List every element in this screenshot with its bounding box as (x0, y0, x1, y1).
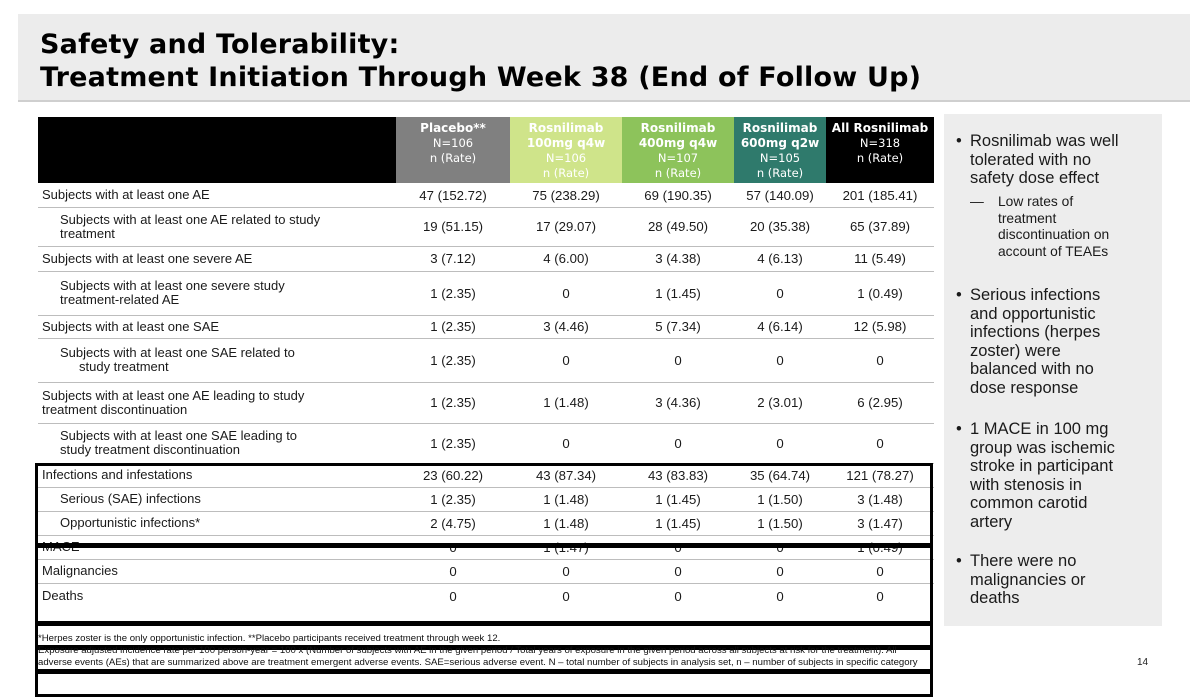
cell-value: 17 (29.07) (535, 219, 597, 234)
cell-value: 0 (674, 588, 682, 604)
header-all-n: N=318 (859, 136, 901, 150)
table-header-row (38, 117, 934, 183)
bullet-text: safety dose effect (970, 169, 1100, 187)
slide-title-line-2: Treatment Initiation Through Week 38 (End of Follow Up) (40, 62, 922, 93)
bullet-text: There were no (970, 552, 1077, 570)
row-label-line-2: study treatment (79, 359, 169, 374)
bullet-text: stroke in participant (970, 457, 1114, 475)
cell-value: 1 (0.49) (857, 539, 903, 555)
dash-marker: — (970, 194, 984, 209)
header-100mg-rate: n (Rate) (542, 166, 590, 180)
row-label-line-1: Subjects with at least one AE leading to study (42, 387, 305, 403)
cell-value: 1 (1.47) (543, 539, 589, 555)
cell-value: 47 (152.72) (419, 187, 487, 203)
cell-value: 0 (876, 352, 884, 368)
header-600mg-name: Rosnilimab (742, 121, 818, 135)
bullet-dot: • (956, 552, 962, 570)
cell-value: 1 (2.35) (430, 352, 476, 368)
cell-value: 57 (140.09) (746, 187, 814, 203)
page-number: 14 (1137, 657, 1149, 668)
cell-value: 1 (1.45) (655, 285, 701, 301)
row-label-line-1: Subjects with at least one SAE leading to (60, 428, 298, 443)
cell-value: 1 (2.35) (430, 435, 476, 451)
cell-value: 5 (7.34) (655, 319, 701, 334)
cell-value: 1 (1.48) (543, 491, 589, 507)
header-100mg-n: N=106 (545, 151, 587, 165)
cell-value: 1 (1.50) (757, 515, 803, 531)
row-label-line-1: Serious (SAE) infections (60, 491, 201, 506)
header-400mg-n: N=107 (657, 151, 699, 165)
table-row (38, 207, 934, 246)
header-600mg-n: N=105 (759, 151, 801, 165)
row-label-line-2: treatment-related AE (60, 292, 180, 307)
cell-value: 69 (190.35) (644, 187, 712, 203)
cell-value: 4 (6.00) (543, 251, 589, 266)
cell-value: 2 (4.75) (430, 515, 476, 531)
cell-value: 11 (5.49) (854, 251, 906, 266)
row-label (42, 252, 252, 266)
sub-bullet-text: discontinuation on (998, 227, 1110, 242)
table-row (38, 271, 934, 315)
cell-value: 0 (449, 539, 457, 555)
bullet-text: zoster) were (970, 341, 1061, 360)
cell-value: 1 (1.45) (655, 515, 701, 531)
bullet-text: Rosnilimab was well (970, 132, 1119, 150)
row-label-line-2: study treatment discontinuation (60, 442, 240, 457)
row-label (60, 213, 320, 241)
cell-value: 0 (776, 563, 784, 579)
cell-value: 43 (87.34) (535, 467, 597, 483)
cell-value: 201 (185.41) (842, 187, 918, 203)
cell-value: 121 (78.27) (846, 467, 914, 483)
row-label (60, 279, 285, 307)
table-row (38, 246, 934, 271)
table-row (38, 183, 934, 207)
cell-value: 19 (51.15) (422, 219, 484, 234)
cell-value: 1 (2.35) (430, 285, 476, 301)
cell-value: 0 (449, 563, 457, 579)
cell-value: 20 (35.38) (749, 219, 811, 234)
cell-value: 0 (562, 285, 570, 301)
cell-value: 0 (562, 563, 570, 579)
cell-value: 12 (5.98) (853, 319, 907, 334)
table-row (38, 423, 934, 463)
footnote-3: adverse events (AEs) that are summarized above are treatment emergent adverse events. SAE=serious adverse event. N – total number of subjects in analysis set, n – number of subjects in specific category (38, 657, 918, 668)
cell-value: 0 (776, 435, 784, 451)
row-label-line-1: Malignancies (42, 563, 118, 578)
cell-value: 43 (83.83) (647, 467, 709, 483)
row-label-line-1: Subjects with at least one SAE related to (60, 345, 295, 360)
key-findings-panel (944, 114, 1162, 626)
cell-value: 1 (1.48) (543, 395, 589, 410)
table-row (38, 382, 934, 423)
cell-value: 3 (4.38) (655, 251, 701, 266)
cell-value: 3 (1.48) (857, 491, 903, 507)
footnote-2: Exposure adjusted incidence rate per 100 person-year = 100 x (Number of subjects with AE in the given period / Total years of exposure in the given period across all subjects at risk for the treatment). All (38, 645, 897, 656)
infections-box (35, 545, 933, 624)
row-label (42, 320, 219, 334)
row-label-line-1: Subjects with at least one severe AE (42, 250, 253, 266)
bullet-text: dose response (970, 378, 1079, 397)
cell-value: 0 (776, 285, 784, 301)
table-row (38, 315, 934, 338)
header-rosnilimab-600mg (734, 117, 826, 183)
row-label (42, 389, 304, 417)
bullet-text: common carotid (970, 494, 1088, 512)
cell-value: 0 (674, 435, 682, 451)
cell-value: 3 (1.47) (857, 515, 903, 531)
cell-value: 0 (674, 539, 682, 555)
bullet-text: deaths (970, 589, 1020, 607)
bullet-dot: • (956, 286, 962, 304)
header-600mg-dose: 600mg q2w (740, 136, 820, 150)
cell-value: 1 (2.35) (430, 319, 476, 334)
cell-value: 0 (776, 539, 784, 555)
cell-value: 0 (876, 435, 884, 451)
header-all-name: All Rosnilimab (831, 121, 929, 135)
bullet-text: infections (herpes (970, 323, 1101, 341)
cell-value: 0 (562, 435, 570, 451)
cell-value: 3 (4.46) (543, 319, 589, 334)
row-label (60, 346, 295, 374)
sub-bullet-text: account of TEAEs (998, 243, 1109, 259)
header-placebo (396, 117, 510, 183)
cell-value: 2 (3.01) (757, 395, 803, 410)
cell-value: 3 (7.12) (430, 251, 476, 266)
sub-bullet-text: treatment (998, 210, 1057, 226)
header-400mg-dose: 400mg q4w (638, 136, 718, 150)
row-label-line-1: MACE (42, 539, 80, 554)
bullet-dot: • (956, 132, 962, 150)
cell-value: 6 (2.95) (857, 395, 903, 410)
row-label-line-2: treatment discontinuation (42, 401, 188, 417)
row-label-line-1: Opportunistic infections* (60, 515, 201, 530)
cell-value: 1 (1.45) (655, 491, 701, 507)
header-100mg-dose: 100mg q4w (526, 136, 606, 150)
bullet-text: artery (970, 512, 1013, 531)
bullet-text: tolerated with no (970, 150, 1092, 169)
header-rosnilimab-400mg (622, 117, 734, 183)
header-400mg-name: Rosnilimab (640, 121, 716, 135)
sub-bullet-text: Low rates of (998, 194, 1074, 209)
header-all-rate: n (Rate) (856, 151, 904, 165)
row-label-line-2: treatment (60, 225, 115, 241)
title-divider (18, 100, 1190, 102)
cell-value: 3 (4.36) (655, 395, 701, 410)
deaths-box (35, 671, 933, 697)
row-label-line-1: Deaths (42, 588, 84, 603)
header-placebo-name: Placebo** (420, 121, 486, 135)
header-rosnilimab-100mg (510, 117, 622, 183)
row-label-line-1: Infections and infestations (42, 467, 193, 482)
row-label-line-1: Subjects with at least one AE related to study (60, 211, 321, 227)
row-label (60, 429, 297, 457)
cell-value: 1 (0.49) (857, 285, 903, 301)
cell-value: 4 (6.13) (757, 251, 803, 266)
row-label-line-1: Subjects with at least one SAE (42, 318, 220, 334)
bullet-text: balanced with no (970, 360, 1094, 378)
header-placebo-n: N=106 (432, 136, 474, 150)
table-row (38, 338, 934, 382)
cell-value: 65 (37.89) (849, 219, 911, 234)
cell-value: 0 (876, 563, 884, 579)
cell-value: 28 (49.50) (647, 219, 709, 234)
cell-value: 23 (60.22) (422, 467, 484, 483)
cell-value: 0 (449, 588, 457, 604)
cell-value: 75 (238.29) (532, 187, 600, 203)
bullet-text: and opportunistic (970, 304, 1096, 323)
header-placebo-rate: n (Rate) (429, 151, 477, 165)
bullet-text: with stenosis in (970, 475, 1082, 494)
footnote-1: *Herpes zoster is the only opportunistic infection. **Placebo participants received treatment through week 12. (38, 633, 501, 644)
cell-value: 0 (562, 588, 570, 604)
header-100mg-name: Rosnilimab (528, 121, 604, 135)
cell-value: 1 (1.50) (757, 491, 803, 507)
cell-value: 1 (1.48) (543, 515, 589, 531)
header-all-rosnilimab (826, 117, 934, 183)
bullet-text: group was ischemic (970, 438, 1115, 457)
cell-value: 0 (876, 588, 884, 604)
cell-value: 0 (776, 352, 784, 368)
slide-title-line-1: Safety and Tolerability: (40, 29, 400, 60)
bullet-text: 1 MACE in 100 mg (970, 420, 1109, 438)
row-label-line-1: Subjects with at least one severe study (60, 278, 285, 293)
cell-value: 4 (6.14) (757, 319, 803, 334)
cell-value: 0 (562, 352, 570, 368)
cell-value: 0 (776, 588, 784, 604)
header-600mg-rate: n (Rate) (756, 166, 804, 180)
row-label-line-1: Subjects with at least one AE (42, 187, 210, 202)
header-400mg-rate: n (Rate) (654, 166, 702, 180)
cell-value: 0 (674, 563, 682, 579)
bullet-text: Serious infections (970, 286, 1101, 304)
cell-value: 1 (2.35) (430, 395, 476, 410)
cell-value: 1 (2.35) (430, 491, 476, 507)
cell-value: 35 (64.74) (749, 467, 811, 483)
discontinuation-box (35, 463, 933, 546)
row-label (42, 188, 210, 202)
bullet-dot: • (956, 420, 962, 438)
cell-value: 0 (674, 352, 682, 368)
bullet-text: malignancies or (970, 570, 1086, 589)
